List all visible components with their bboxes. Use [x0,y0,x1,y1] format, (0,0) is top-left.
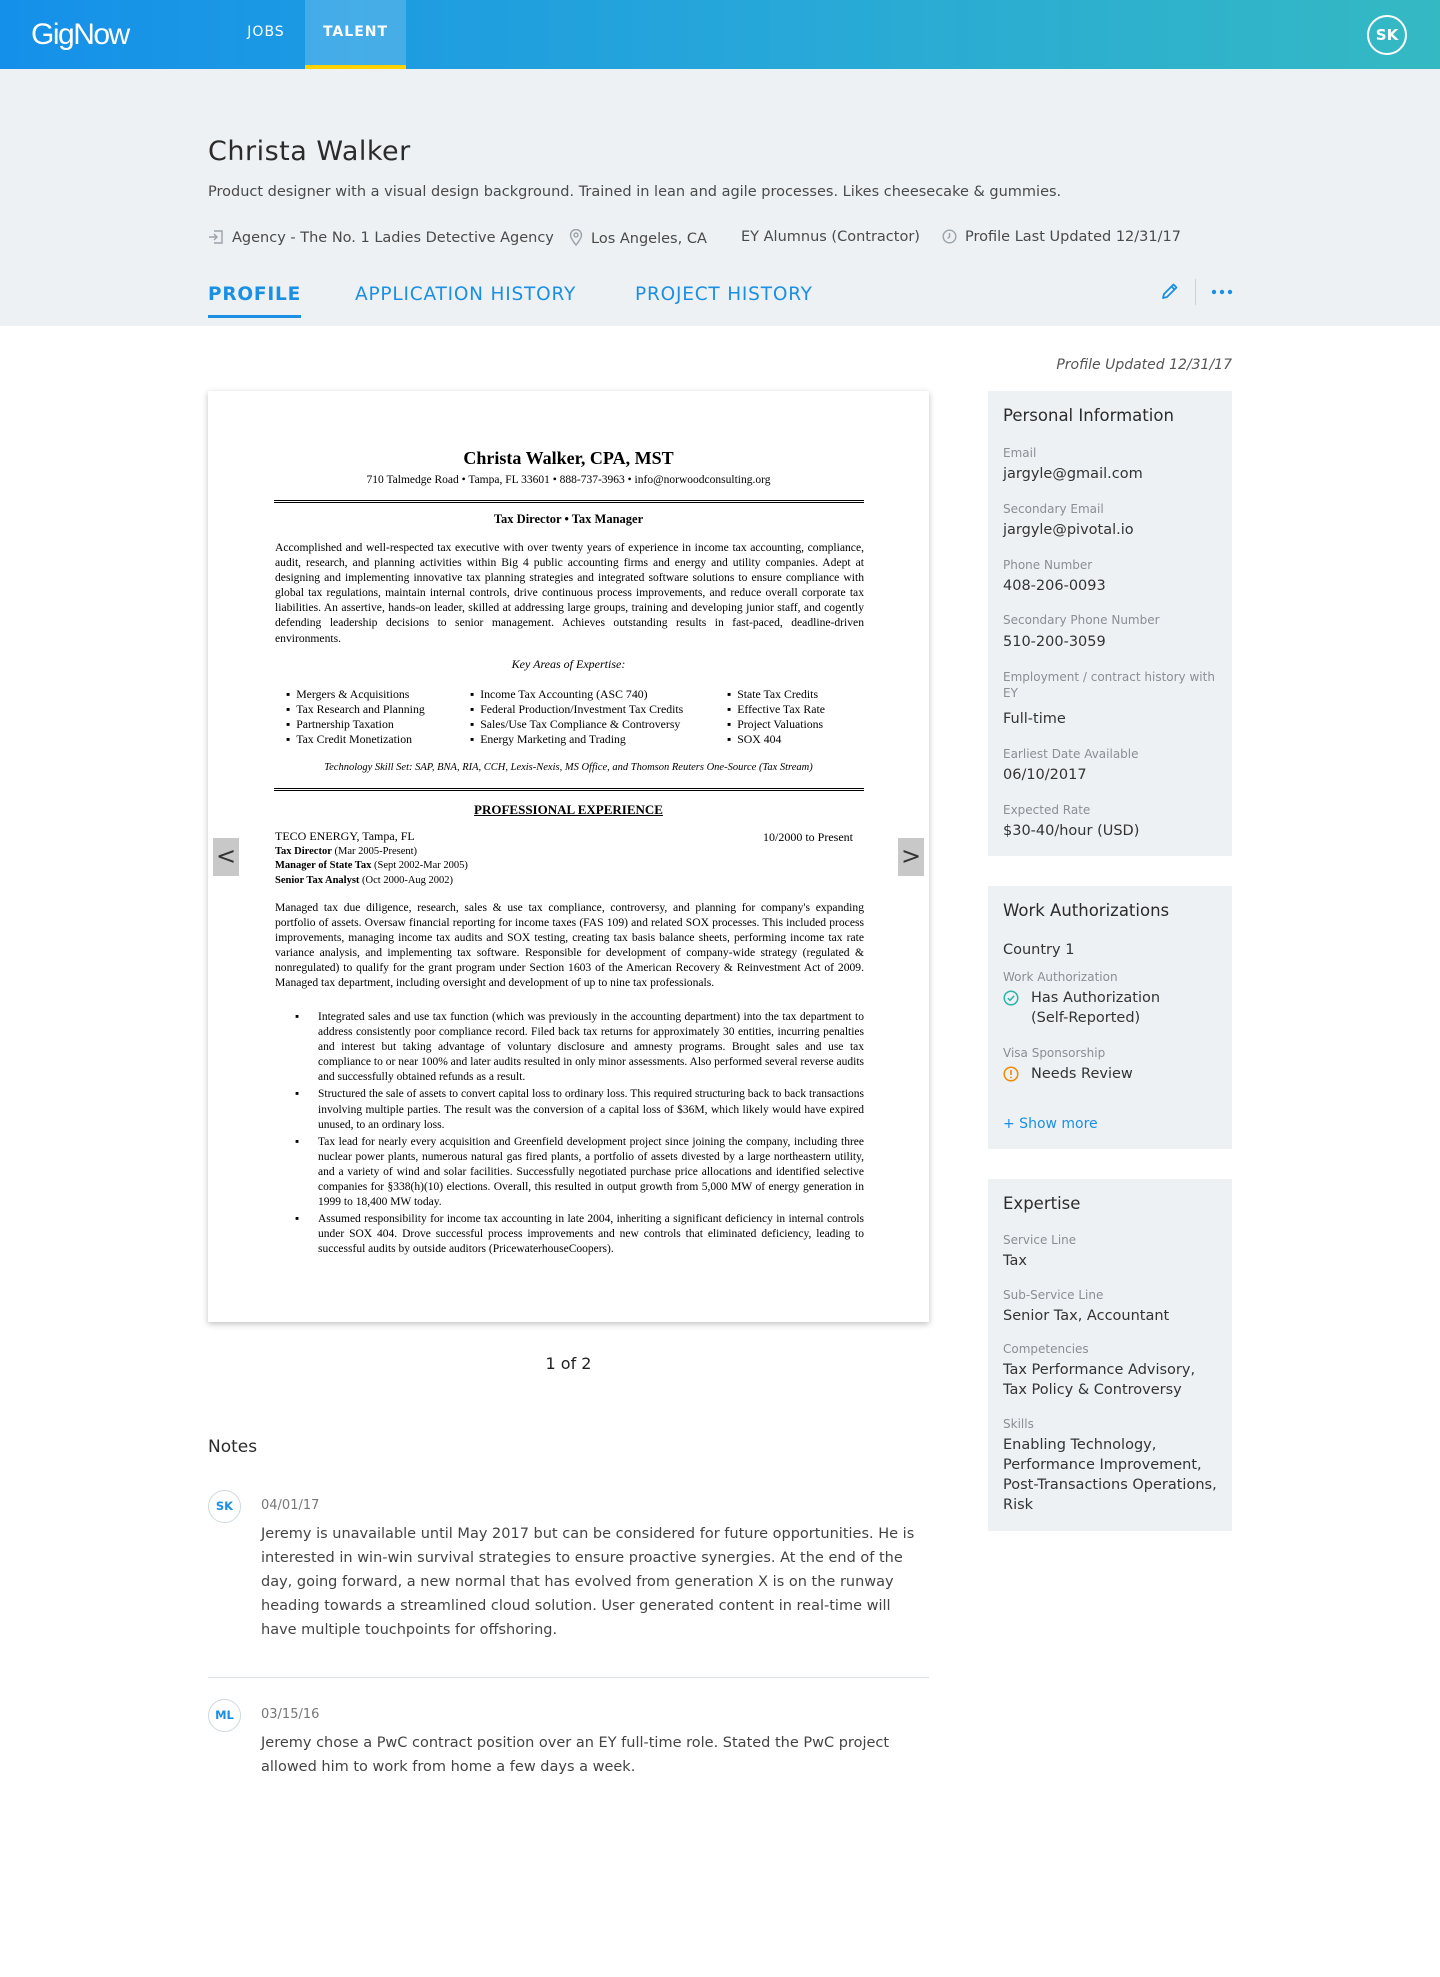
sub-service-line-value: Senior Tax, Accountant [1003,1308,1170,1324]
gignow-logo[interactable] [31,18,129,52]
notes-heading: Notes [208,1437,258,1457]
phone-value: 408-206-0093 [1003,578,1106,594]
competencies-value: Tax Performance Advisory, Tax Policy & Controversy [1003,1362,1196,1398]
employment-label: Employment / contract history with EY [1003,670,1215,700]
secondary-email-value: jargyle@pivotal.io [1003,522,1134,538]
check-circle-icon [1003,990,1019,1012]
last-updated-text: Profile Last Updated 12/31/17 [965,229,1181,245]
agency-text: Agency - The No. 1 Ladies Detective Agency [232,230,554,246]
location-text: Los Angeles, CA [591,231,707,247]
note-author-avatar: SK [208,1490,241,1523]
skills-label: Skills [1003,1417,1034,1431]
note-divider [208,1677,929,1678]
more-options-icon[interactable] [1211,281,1233,301]
tab-project-history[interactable]: PROJECT HISTORY [635,284,813,305]
resume-expertise-col3 [727,687,825,747]
resume-role-3: Senior Tax Analyst (Oct 2000-Aug 2002) [275,874,454,886]
service-line-label: Service Line [1003,1233,1077,1247]
list-item: ▪ Federal Production/Investment Tax Credits [470,702,683,717]
resume-experience-summary: Managed tax due diligence, research, sales & use tax compliance, controversy, and planning for company's expanding portfolio of assets. Oversaw financial reporting for income taxes (FAS 109) and related SOX processes. This included process improvements, managing income tax audits and SOX testing, creating tax basis balance sheets, performing income tax rate variance analysis, and implementing tax software. Responsible for development of company-wide strategy (regulated & nonregulated) to qualify for the grant program under Section 1603 of the American Recovery & Reinvestment Act of 2009. Managed tax department, including oversight and development of up to nine tax professionals. [275,901,864,990]
logo-gig: Gig [31,18,74,51]
resume-summary: Accomplished and well-respected tax executive with over twenty years of experience in income tax accounting, compliance, audit, research, and planning activities within Big 4 public accounting firms and energy and utility companies. Adept at designing and implementing innovative tax planning strategies and integrated software solutions to ensure compliance with global tax regulations, maintain internal controls, drive continuous process improvements, and reduce overall corporate tax liabilities. An assertive, hands-on leader, skilled at addressing large groups, training and developing junior staff, and cogently defending leadership decisions to senior management. Achieves outstanding results in fast-paced, deadline-driven environments. [275,541,864,645]
resume-role-2: Manager of State Tax (Sept 2002-Mar 2005) [275,860,468,871]
resume-address: 710 Talmedge Road • Tampa, FL 33601 • 888-737-3963 • info@norwoodconsulting.org [366,474,771,486]
resume-employer-block [275,830,468,887]
note-date: 04/01/17 [261,1498,320,1513]
agency-meta [208,229,554,249]
personal-information-card [988,391,1232,856]
list-item: ▪ Tax Credit Monetization [286,732,425,747]
competencies-label: Competencies [1003,1342,1089,1356]
list-item: ▪ State Tax Credits [727,687,825,702]
list-item: ▪ Tax Research and Planning [286,702,425,717]
work-authorization-status [1003,988,1181,1028]
visa-sponsorship-value: Needs Review [1031,1066,1133,1082]
secondary-phone-label: Secondary Phone Number [1003,613,1160,627]
candidate-name: Christa Walker [208,136,411,167]
tab-application-history[interactable]: APPLICATION HISTORY [355,284,577,305]
resume-expertise-heading: Key Areas of Expertise: [511,657,626,671]
list-item: ▪ Project Valuations [727,717,825,732]
resume-employer-dates: 10/2000 to Present [763,830,853,844]
nav-jobs[interactable]: JOBS [247,24,285,40]
previous-page-button[interactable]: < [213,838,239,876]
visa-sponsorship-label: Visa Sponsorship [1003,1046,1106,1060]
work-authorizations-card [988,886,1232,1149]
list-item: ▪ Effective Tax Rate [727,702,825,717]
resume-name: Christa Walker, CPA, MST [463,448,674,468]
next-page-button[interactable]: > [898,838,924,876]
edit-pencil-icon[interactable] [1160,281,1182,303]
email-label: Email [1003,446,1037,460]
earliest-date-value: 06/10/2017 [1003,767,1087,783]
expertise-card [988,1179,1232,1531]
clock-icon [942,229,957,248]
list-item: ▪ Structured the sale of assets to convert capital loss to ordinary loss. This required structuring back to back transactions involving multiple parties. The result was the conversion of a capital loss of $36M, which likely would have expired unused, to an ordinary loss. [318,1087,864,1132]
resume-title: Tax Director • Tax Manager [493,512,644,526]
resume-experience-heading: PROFESSIONAL EXPERIENCE [474,802,663,817]
toolbar-divider [1195,279,1196,305]
list-item: ▪ Income Tax Accounting (ASC 740) [470,687,683,702]
resume-expertise-col2 [470,687,683,747]
service-line-value: Tax [1003,1253,1027,1269]
last-updated-meta [942,229,1181,248]
card-title: Personal Information [1003,406,1174,425]
expected-rate-value: $30-40/hour (USD) [1003,823,1140,839]
resume-rule-top [274,500,864,503]
list-item: ▪ Partnership Taxation [286,717,425,732]
card-title: Work Authorizations [1003,901,1170,920]
agency-icon [208,229,224,249]
page-counter: 1 of 2 [545,1354,592,1373]
sub-service-line-label: Sub-Service Line [1003,1288,1104,1302]
note-text: Jeremy chose a PwC contract position over an EY full-time role. Stated the PwC project allowed him to work from home a few days a week. [261,1735,890,1775]
skills-value: Enabling Technology, Performance Improvement, Post-Transactions Operations, Risk [1003,1437,1217,1513]
secondary-phone-value: 510-200-3059 [1003,634,1106,650]
logo-now: Now [73,18,129,51]
nav-talent[interactable]: TALENT [305,0,406,69]
work-authorization-value: Has Authorization (Self-Reported) [1031,990,1161,1026]
resume-employer: TECO ENERGY, Tampa, FL [275,829,415,843]
resume-tech-skills: Technology Skill Set: SAP, BNA, RIA, CCH, Lexis-Nexis, MS Office, and Thomson Reuters One-Source (Tax Stream) [324,762,813,773]
email-value: jargyle@gmail.com [1003,466,1143,482]
tab-profile[interactable]: PROFILE [208,284,301,318]
profile-updated-label: Profile Updated 12/31/17 [1056,357,1232,373]
location-meta [569,229,707,250]
show-more-link[interactable]: + Show more [1003,1116,1098,1132]
list-item: ▪ SOX 404 [727,732,825,747]
secondary-email-label: Secondary Email [1003,502,1104,516]
list-item: ▪ Sales/Use Tax Compliance & Controversy [470,717,683,732]
resume-role-1: Tax Director (Mar 2005-Present) [275,845,418,857]
list-item: ▪ Assumed responsibility for income tax accounting in late 2004, inheriting a significant deficiency in internal controls under SOX 404. Drove successful process improvements and new controls that eliminated deficiency, leading to successful audits by outside auditors (PricewaterhouseCoopers). [318,1212,864,1257]
card-title: Expertise [1003,1194,1081,1213]
earliest-date-label: Earliest Date Available [1003,747,1139,761]
note-author-avatar: ML [208,1699,241,1732]
list-item: ▪ Mergers & Acquisitions [286,687,425,702]
resume-rule-mid [274,788,864,791]
country-name: Country 1 [1003,942,1075,958]
work-authorization-label: Work Authorization [1003,970,1118,984]
location-pin-icon [569,229,583,250]
expected-rate-label: Expected Rate [1003,803,1091,817]
note-text: Jeremy is unavailable until May 2017 but can be considered for future opportunities. He is interested in win-win survival strategies to ensure proactive synergies. At the end of the day, going forward, a new normal that has evolved from generation X is on the runway heading towards a streamlined cloud solution. User generated content in real-time will have multiple touchpoints for offshoring. [261,1526,915,1638]
list-item: ▪ Integrated sales and use tax function (which was previously in the accounting department) into the tax department to address consistently poor compliance record. Filed back tax returns for approximately 30 entities, incurring penalties and interest but taking advantage of voluntary disclosure and amnesty programs. Brought sales and use tax compliance to or near 100% and later audits resulted in only minor assessments. Also performed several reverse audits and successfully obtained refunds as a result. [318,1010,864,1085]
note-date: 03/15/16 [261,1707,320,1722]
user-avatar[interactable]: SK [1367,15,1407,55]
warning-circle-icon [1003,1066,1019,1088]
resume-bullets [318,1010,864,1260]
resume-document [208,391,929,1322]
candidate-bio: Product designer with a visual design background. Trained in lean and agile processes. Likes cheesecake & gummies. [208,184,1062,200]
resume-expertise-col1 [286,687,425,747]
list-item: ▪ Energy Marketing and Trading [470,732,683,747]
top-navigation-bar [0,0,1440,69]
list-item: ▪ Tax lead for nearly every acquisition and Greenfield development project since joining the company, including three nuclear power plants, numerous natural gas fired plants, a portfolio of assets divested by a large northeastern utility, and a variety of wind and solar facilities. Successfully negotiated purchase price allocations and identified selective companies for §338(h)(10) elections. Overall, this resulted in output growth from 5,000 MW of energy generation in 1999 to 18,400 MW today. [318,1135,864,1210]
employment-value: Full-time [1003,711,1066,727]
visa-sponsorship-status [1003,1064,1133,1084]
phone-label: Phone Number [1003,558,1093,572]
alumnus-meta: EY Alumnus (Contractor) [741,229,920,245]
